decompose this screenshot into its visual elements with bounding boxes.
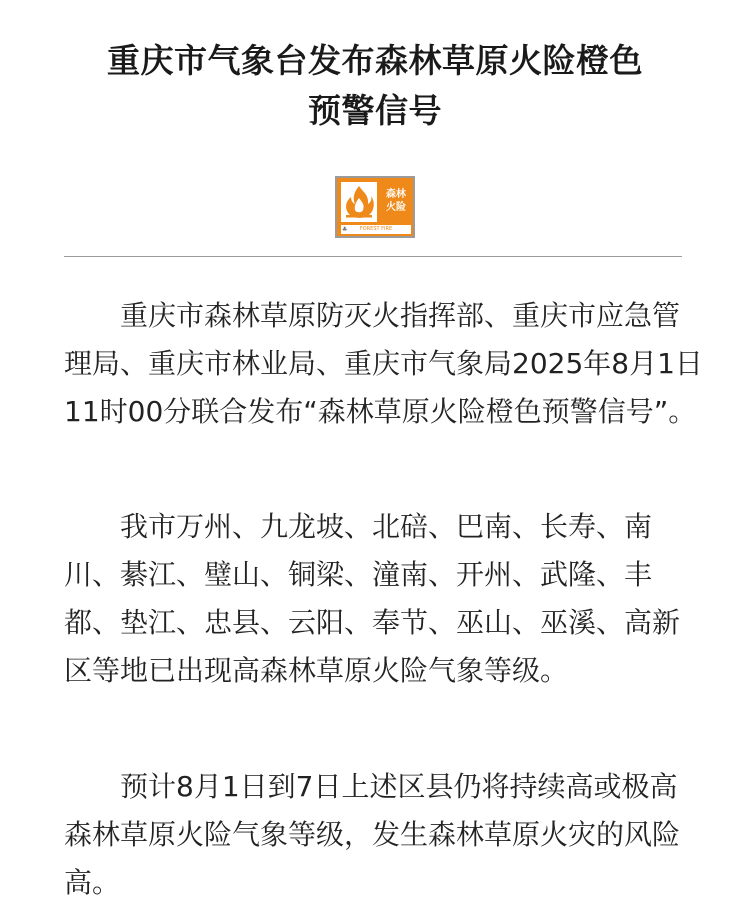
tree-mark-icon: ♣ xyxy=(342,226,348,233)
title-line-2: 预警信号 xyxy=(308,91,442,130)
paragraph-announcement: 重庆市森林草原防灭火指挥部、重庆市应急管理局、重庆市林业局、重庆市气象局2025年8月1日11时00分联合发布“森林草原火险橙色预警信号”。 xyxy=(64,299,703,428)
warning-icon-bottom-bar xyxy=(341,225,411,234)
warning-icon-text-1: 森林 xyxy=(386,189,406,200)
warning-icon-text-2: 火险 xyxy=(386,202,406,213)
warning-icon-label xyxy=(381,182,411,222)
paragraph-affected-areas: 我市万州、九龙坡、北碚、巴南、长寿、南川、綦江、璧山、铜梁、潼南、开州、武隆、丰都、垫江、忠县、云阳、奉节、巫山、巫溪、高新区等地已出现高森林草原火险气象等级。 xyxy=(64,510,681,687)
flame-icon xyxy=(341,182,377,222)
forest-fire-warning-icon xyxy=(335,176,415,238)
paragraph-forecast: 预计8月1日到7日上述区县仍将持续高或极高森林草原火险气象等级，发生森林草原火灾的风险高。 xyxy=(64,770,681,899)
warning-icon-bottom-text: FOREST FIRE xyxy=(359,226,393,232)
divider xyxy=(64,256,682,257)
title-line-1: 重庆市气象台发布森林草原火险橙色 xyxy=(107,41,643,80)
page-title xyxy=(0,36,750,136)
